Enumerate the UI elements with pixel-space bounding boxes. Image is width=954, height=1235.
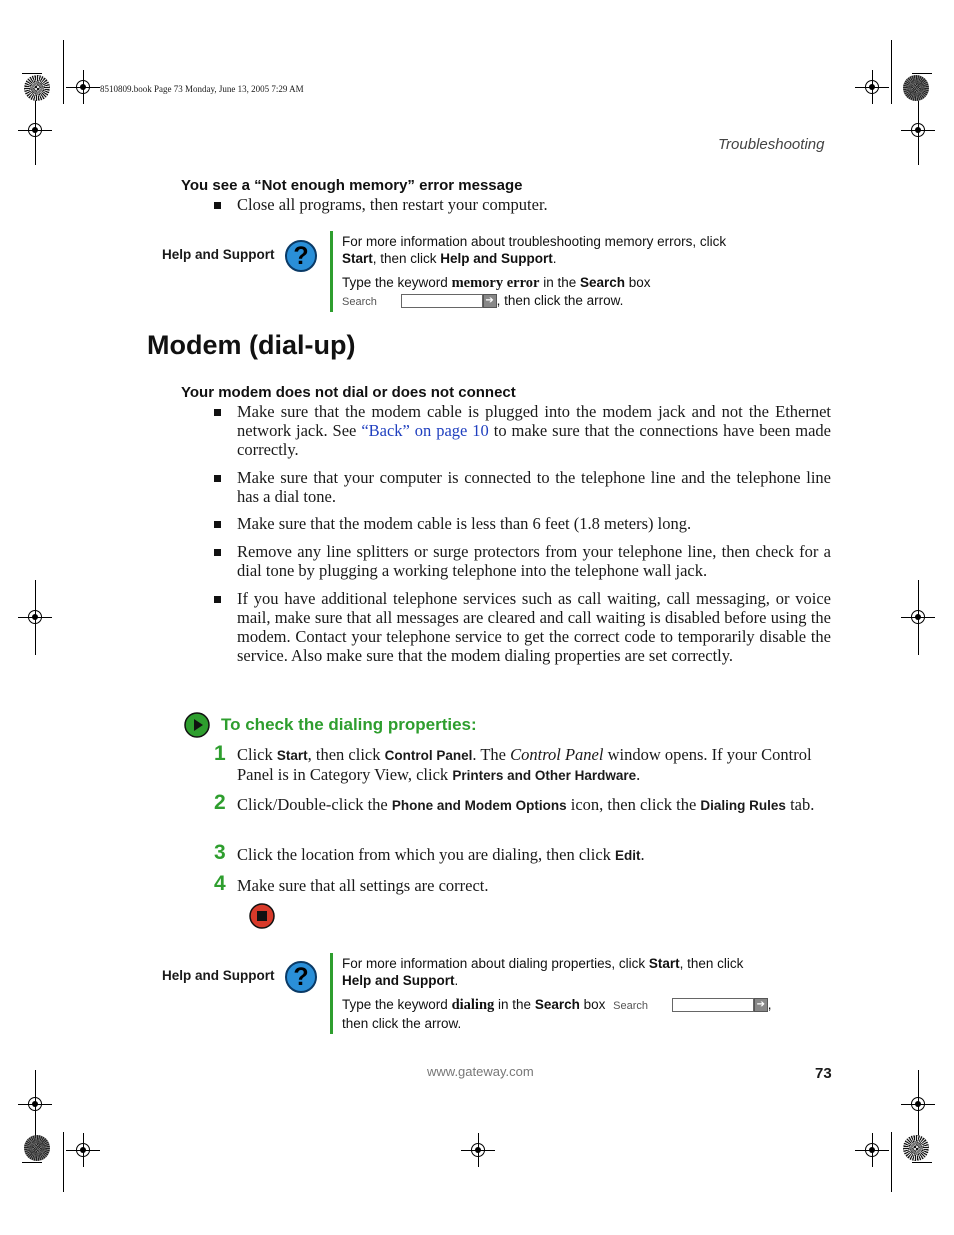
bullet-marker (214, 596, 221, 603)
registration-crosshair-icon (469, 1141, 487, 1159)
registration-crosshair-icon (863, 78, 881, 96)
search-field (401, 294, 483, 308)
callout2-text-span: , (767, 997, 772, 1013)
search-box-illustration (613, 996, 768, 1015)
modem-bullet-3: Make sure that the modem cable is less than 6 feet (1.8 meters) long. (237, 514, 692, 533)
step-text: Click/Double-click the (237, 795, 392, 814)
registration-crosshair-icon (74, 78, 92, 96)
procedure-title: To check the dialing properties: (221, 715, 477, 734)
step-3-text (237, 845, 831, 865)
footer-url: www.gateway.com (427, 1064, 534, 1079)
callout1-line1: For more information about troubleshooting memory errors, click (342, 234, 727, 249)
question-mark-icon: ? (285, 240, 317, 272)
registration-crosshair-icon (863, 1141, 881, 1159)
dialing-rules-ui-label: Dialing Rules (700, 798, 786, 813)
registration-crosshair-icon (26, 1095, 44, 1113)
callout2-text-span: in the (494, 997, 535, 1013)
callout-bar (330, 953, 333, 1034)
running-head: Troubleshooting (718, 136, 825, 153)
keyword: dialing (451, 997, 495, 1014)
page-heading: Modem (dial-up) (147, 330, 356, 360)
step-text: . (640, 845, 645, 864)
callout2-text-span: then click the arrow. (342, 1016, 462, 1031)
start-ui-label: Start (342, 251, 373, 266)
modem-bullet-4: Remove any line splitters or surge protectors from your telephone line, then check for a dial tone by plugging a working telephone into the telephone wall jack. (237, 542, 831, 580)
step-text: window opens. If your Control Panel is in Category View, click (237, 745, 812, 784)
bullet-marker (214, 475, 221, 482)
edit-ui-label: Edit (615, 848, 641, 863)
callout2-text-span: box (579, 997, 606, 1013)
registration-starburst-icon (903, 75, 929, 101)
bullet-marker (214, 549, 221, 556)
step-number: 4 (214, 872, 226, 895)
stop-icon (249, 903, 275, 929)
modem-bullet-5: If you have additional telephone services such as call waiting, call messaging, or voice mail, make sure that all messages are cleared and call waiting is disabled before using the modem. Contact your telephone service to get the correct code to temporarily disable the service. Also make sure that the modem dialing properties are set correctly. (237, 589, 831, 665)
callout-bar (330, 231, 333, 312)
registration-crosshair-icon (74, 1141, 92, 1159)
page-number: 73 (815, 1065, 832, 1082)
control-panel-ui-label: Control Panel (384, 748, 473, 763)
registration-crosshair-icon (909, 608, 927, 626)
start-ui-label: Start (276, 748, 308, 763)
callout1-text-span: box (625, 275, 651, 290)
start-ui-label: Start (648, 956, 680, 971)
step-4-text: Make sure that all settings are correct. (237, 876, 489, 895)
callout1-text-span: , then click (372, 251, 441, 266)
callout1-text (342, 233, 782, 311)
callout1-text-span: , then click the arrow. (496, 293, 624, 309)
help-support-label: Help and Support (162, 247, 275, 262)
registration-starburst-icon (24, 1135, 50, 1161)
keyword: memory error (451, 275, 540, 291)
step-number: 3 (214, 841, 226, 864)
modem-subhead: Your modem does not dial or does not connect (181, 384, 516, 401)
search-ui-label: Search (534, 997, 580, 1013)
help-ui-label: Help and Support (342, 973, 455, 988)
bullet-marker (214, 409, 221, 416)
step-text: . The (472, 745, 511, 764)
callout1-text-span: in the (539, 275, 580, 290)
registration-crosshair-icon (909, 121, 927, 139)
step-number: 1 (214, 742, 226, 765)
callout1-text-span: Type the keyword (342, 275, 452, 290)
search-box-illustration (342, 292, 497, 311)
bullet-marker (214, 202, 221, 209)
help-support-label: Help and Support (162, 968, 275, 983)
step-text: . (636, 765, 641, 784)
callout2-text-span: . (454, 973, 459, 988)
step-text: , then click (307, 745, 385, 764)
callout2-text (342, 955, 782, 1032)
bullet-text: Make sure that the modem cable is plugged into the modem jack and not the Ethernet network jack. See (237, 402, 831, 440)
window-name: Control Panel (510, 745, 604, 764)
cross-reference-link[interactable]: “Back” on page 10 (361, 421, 489, 440)
registration-starburst-icon (903, 1135, 929, 1161)
printers-hardware-ui-label: Printers and Other Hardware (452, 768, 637, 783)
step-text: icon, then click the (566, 795, 701, 814)
step-number: 2 (214, 791, 226, 814)
bullet-marker (214, 521, 221, 528)
step-text: Click (237, 745, 277, 764)
modem-bullet-2: Make sure that your computer is connected to the telephone line and the telephone line has a dial tone. (237, 468, 831, 506)
search-label: Search (613, 1000, 648, 1012)
callout2-text-span: For more information about dialing properties, click (342, 956, 649, 971)
phone-modem-options-ui-label: Phone and Modem Options (391, 798, 567, 813)
registration-crosshair-icon (909, 1095, 927, 1113)
arrow-icon: ➔ (483, 294, 497, 308)
modem-bullet-1 (237, 402, 831, 459)
memory-subhead: You see a “Not enough memory” error message (181, 177, 523, 194)
question-mark-icon: ? (285, 961, 317, 993)
step-1-text (237, 745, 831, 785)
search-ui-label: Search (579, 275, 626, 290)
arrow-icon: ➔ (754, 998, 768, 1012)
step-2-text (237, 795, 831, 815)
registration-starburst-icon (24, 75, 50, 101)
callout2-text-span: , then click (679, 956, 744, 971)
play-arrow-icon (184, 712, 210, 738)
registration-crosshair-icon (26, 121, 44, 139)
help-ui-label: Help and Support (440, 251, 553, 266)
bullet-text: to make sure that the connections have been made correctly. (237, 421, 832, 459)
search-label: Search (342, 296, 377, 308)
step-text: Click the location from which you are dialing, then click (237, 845, 616, 864)
callout1-text-span: . (552, 251, 557, 266)
step-text: tab. (785, 795, 815, 814)
callout2-text-span: Type the keyword (342, 997, 452, 1013)
search-field (672, 998, 754, 1012)
memory-bullet-text: Close all programs, then restart your computer. (237, 195, 548, 214)
file-info: 8510809.book Page 73 Monday, June 13, 2005 7:29 AM (100, 84, 304, 94)
registration-crosshair-icon (26, 608, 44, 626)
